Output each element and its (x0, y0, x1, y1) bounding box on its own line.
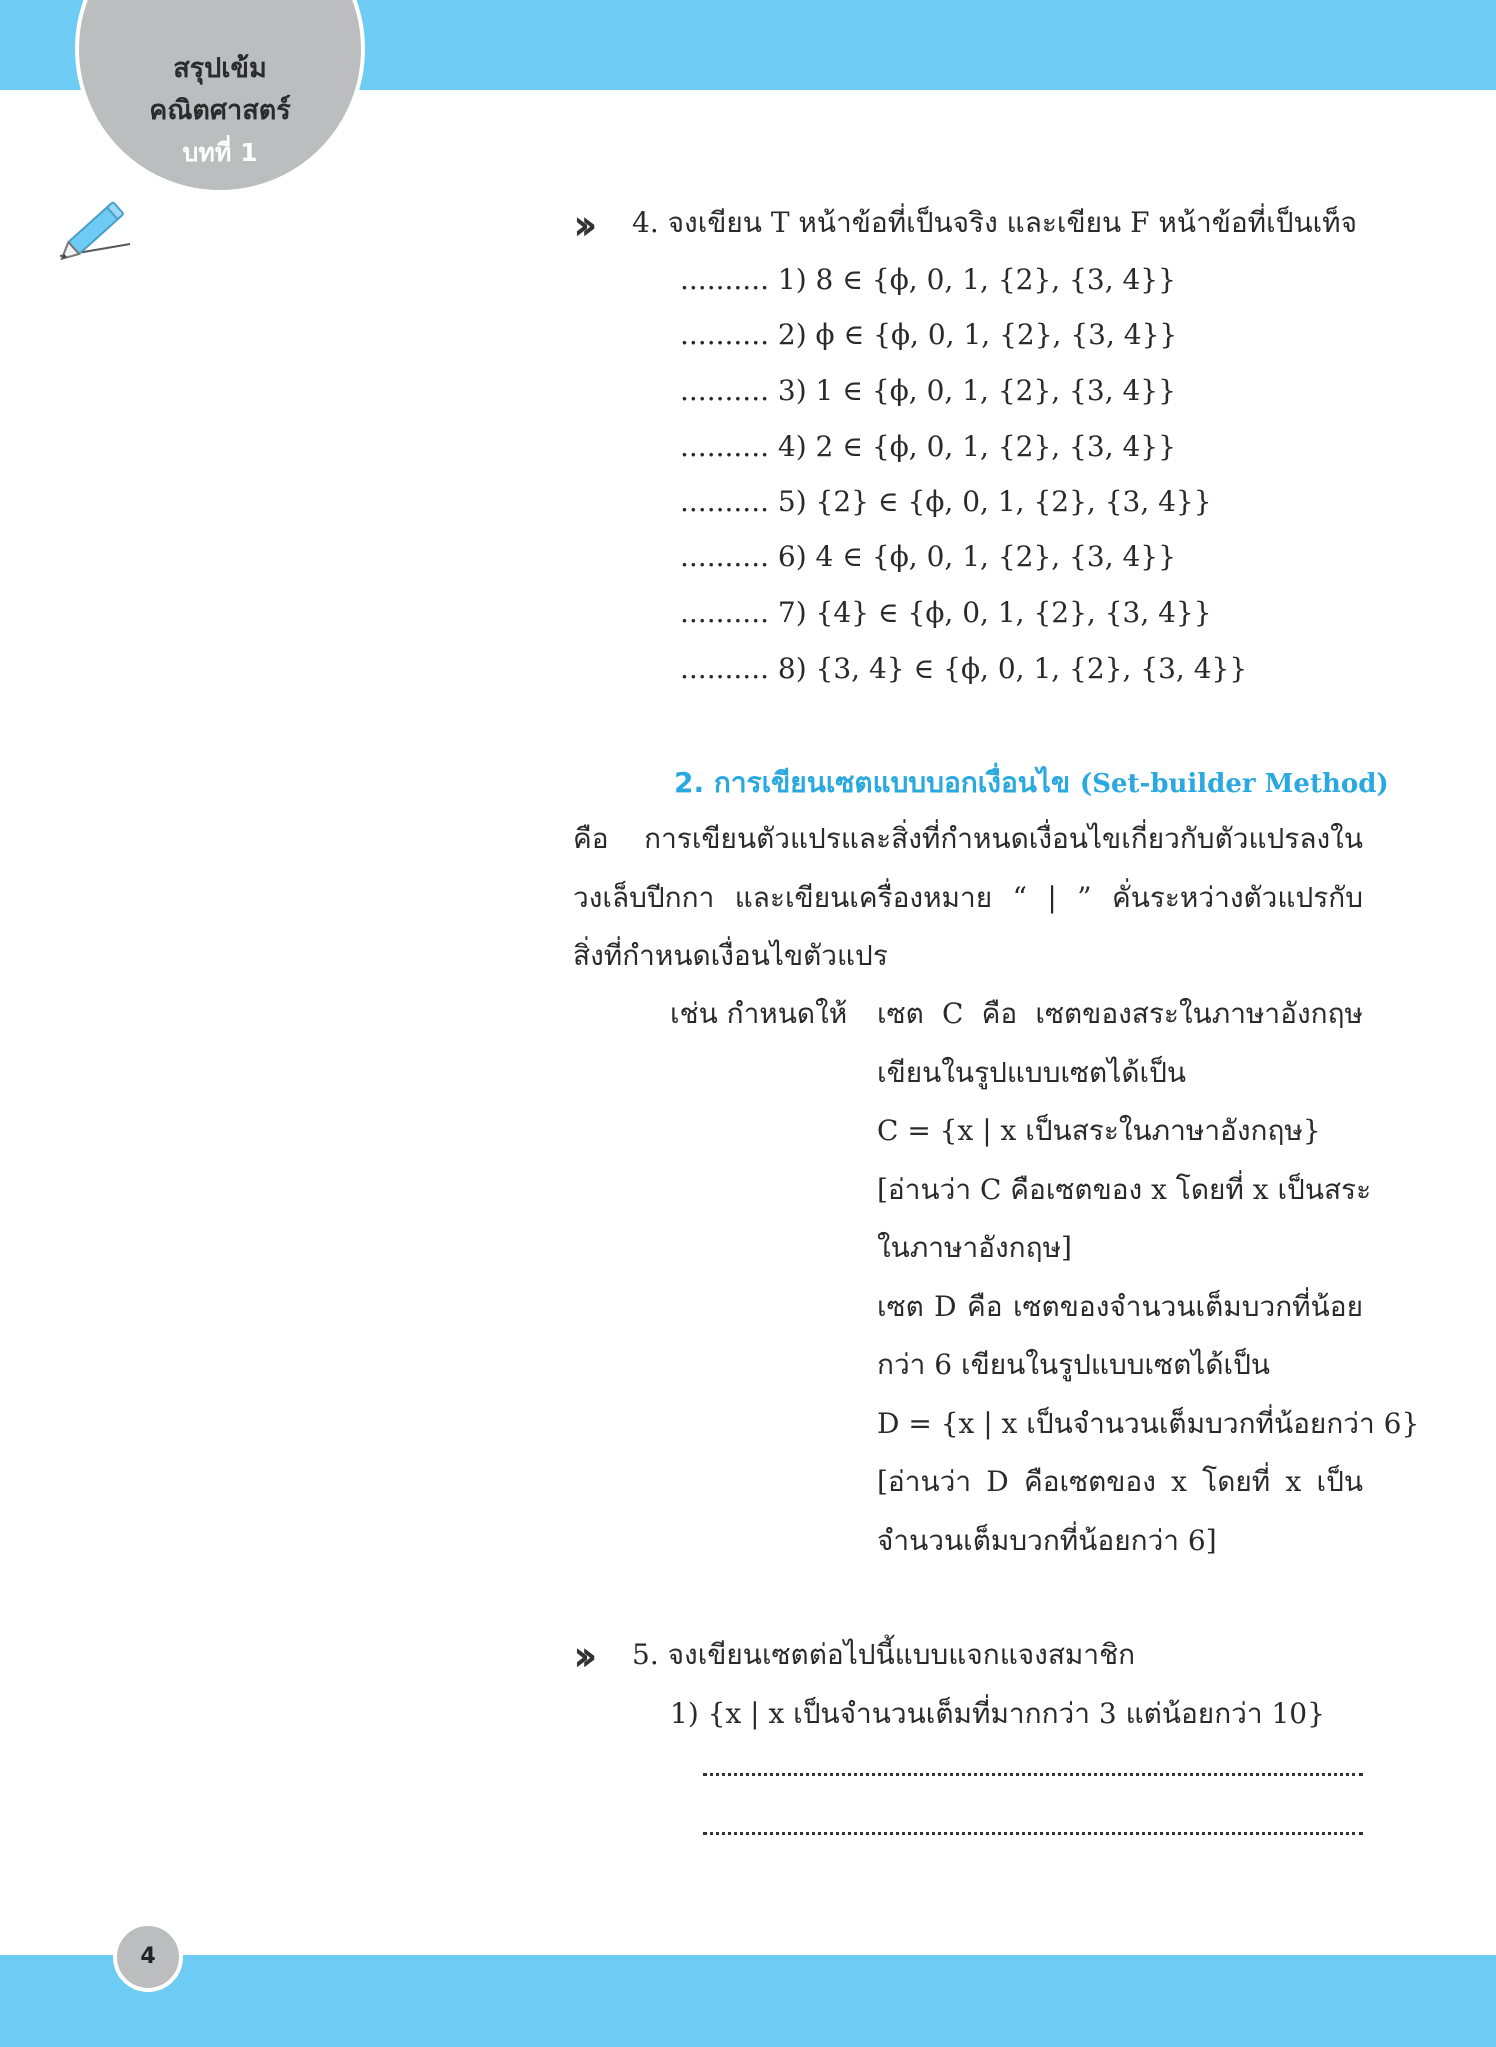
section-heading-thai: 2. การเขียนเซตแบบบอกเงื่อนไข (674, 766, 1071, 799)
definition-line: วงเล็บปีกกา และเขียนเครื่องหมาย “ | ” คั่นระหว่างตัวแปรกับ (573, 881, 1363, 914)
badge-title-line1: สรุปเข้ม (173, 53, 267, 84)
example-line: เซต D คือ เซตของจำนวนเต็มบวกที่น้อย (877, 1290, 1363, 1323)
example-line: [อ่านว่า C คือเซตของ x โดยที่ x เป็นสระ (877, 1173, 1372, 1206)
example-line: เขียนในรูปแบบเซตได้เป็น (877, 1056, 1186, 1089)
exercise-4-item: .......... 1) 8 ∈ {ϕ, 0, 1, {2}, {3, 4}} (680, 263, 1176, 296)
badge-chapter: บทที่ 1 (182, 138, 258, 167)
section-heading (674, 766, 1389, 801)
example-line: C = {x | x เป็นสระในภาษาอังกฤษ} (877, 1114, 1321, 1147)
exercise-4-item: .......... 4) 2 ∈ {ϕ, 0, 1, {2}, {3, 4}} (680, 430, 1176, 463)
answer-line[interactable] (703, 1773, 1363, 1776)
example-line: จำนวนเต็มบวกที่น้อยกว่า 6] (877, 1524, 1217, 1557)
exercise-4-item: .......... 5) {2} ∈ {ϕ, 0, 1, {2}, {3, 4}} (680, 485, 1212, 518)
exercise-5-item: 1) {x | x เป็นจำนวนเต็มที่มากกว่า 3 แต่น้อยกว่า 10} (670, 1697, 1325, 1730)
example-line: ในภาษาอังกฤษ] (877, 1231, 1072, 1264)
example-line: [อ่านว่า D คือเซตของ x โดยที่ x เป็น (877, 1465, 1363, 1498)
example-label: เช่น กำหนดให้ (670, 997, 848, 1030)
section-heading-english: (Set-builder Method) (1079, 769, 1389, 799)
exercise-4-item: .......... 3) 1 ∈ {ϕ, 0, 1, {2}, {3, 4}} (680, 374, 1176, 407)
page-number: 4 (113, 1922, 183, 1992)
footer-band (0, 1955, 1496, 2047)
exercise-4-item: .......... 6) 4 ∈ {ϕ, 0, 1, {2}, {3, 4}} (680, 540, 1176, 573)
definition-line: สิ่งที่กำหนดเงื่อนไขตัวแปร (573, 939, 888, 972)
exercise-4-item: .......... 7) {4} ∈ {ϕ, 0, 1, {2}, {3, 4}} (680, 596, 1212, 629)
exercise-4-item: .......... 8) {3, 4} ∈ {ϕ, 0, 1, {2}, {3, 4}} (680, 652, 1248, 685)
badge-title-line2: คณิตศาสตร์ (149, 95, 291, 126)
definition-line: คือ การเขียนตัวแปรและสิ่งที่กำหนดเงื่อนไขเกี่ยวกับตัวแปรลงใน (573, 822, 1363, 855)
exercise-4-title: 4. จงเขียน T หน้าข้อที่เป็นจริง และเขียน F หน้าข้อที่เป็นเท็จ (632, 206, 1358, 239)
double-chevron-right-icon: ›› (573, 1631, 588, 1680)
example-line: เซต C คือ เซตของสระในภาษาอังกฤษ (877, 997, 1363, 1030)
double-chevron-right-icon: ›› (573, 200, 588, 249)
exercise-5-title: 5. จงเขียนเซตต่อไปนี้แบบแจกแจงสมาชิก (632, 1638, 1136, 1671)
chapter-badge (75, 0, 365, 194)
example-line: D = {x | x เป็นจำนวนเต็มบวกที่น้อยกว่า 6} (877, 1407, 1420, 1440)
exercise-4-item: .......... 2) ϕ ∈ {ϕ, 0, 1, {2}, {3, 4}} (680, 318, 1178, 351)
example-line: กว่า 6 เขียนในรูปแบบเซตได้เป็น (877, 1348, 1270, 1381)
pencil-icon (56, 198, 136, 260)
answer-line[interactable] (703, 1832, 1363, 1835)
